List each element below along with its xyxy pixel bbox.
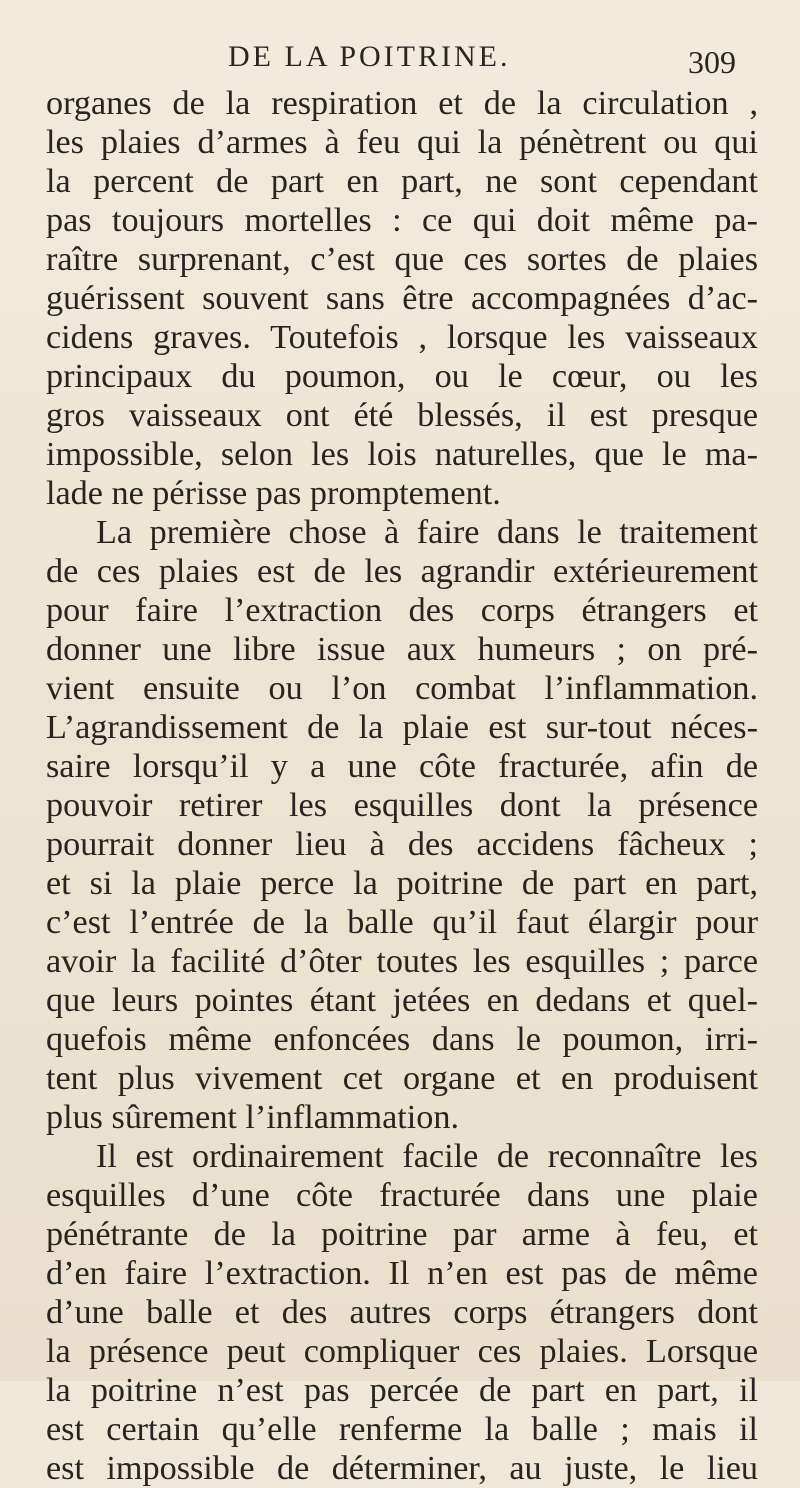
text-line: d’en faire l’extraction. Il n’en est pas de même (46, 1255, 758, 1292)
text-line: les plaies d’armes à feu qui la pénètrent ou qui (46, 124, 758, 161)
text-line: pourrait donner lieu à des accidens fâcheux ; (46, 826, 758, 863)
text-line: guérissent souvent sans être accompagnées d’ac- (46, 280, 758, 317)
text-line: pas toujours mortelles : ce qui doit même pa- (46, 202, 758, 239)
text-line: et si la plaie perce la poitrine de part en part, (46, 865, 758, 902)
text-line: est impossible de déterminer, au juste, le lieu (46, 1450, 758, 1487)
running-head: DE LA POITRINE. (228, 40, 511, 73)
text-line: la percent de part en part, ne sont cependant (46, 163, 758, 200)
page-header (46, 40, 746, 84)
text-line: quefois même enfoncées dans le poumon, irri- (46, 1021, 758, 1058)
text-line: lade ne périsse pas promptement. (46, 475, 501, 512)
text-line: Il est ordinairement facile de reconnaître les (96, 1138, 758, 1175)
text-line: c’est l’entrée de la balle qu’il faut élargir pour (46, 904, 758, 941)
text-line: impossible, selon les lois naturelles, que le ma- (46, 436, 758, 473)
text-line: principaux du poumon, ou le cœur, ou les (46, 358, 758, 395)
text-line: est certain qu’elle renferme la balle ; mais il (46, 1411, 758, 1448)
text-line: La première chose à faire dans le traitement (96, 514, 758, 551)
text-line: avoir la facilité d’ôter toutes les esquilles ; parce (46, 943, 758, 980)
text-line: saire lorsqu’il y a une côte fracturée, afin de (46, 748, 758, 785)
text-line: cidens graves. Toutefois , lorsque les vaisseaux (46, 319, 758, 356)
text-line: la poitrine n’est pas percée de part en part, il (46, 1372, 758, 1409)
page-number: 309 (688, 44, 736, 80)
body-text (46, 84, 758, 1488)
text-line: raître surprenant, c’est que ces sortes de plaies (46, 241, 758, 278)
text-line: esquilles d’une côte fracturée dans une plaie (46, 1177, 758, 1214)
text-line: organes de la respiration et de la circulation , (46, 85, 758, 122)
text-line: vient ensuite ou l’on combat l’inflammation. (46, 670, 758, 707)
text-line: pénétrante de la poitrine par arme à feu, et (46, 1216, 758, 1253)
text-line: gros vaisseaux ont été blessés, il est presque (46, 397, 758, 434)
text-line: de ces plaies est de les agrandir extérieurement (46, 553, 758, 590)
text-line: d’une balle et des autres corps étrangers dont (46, 1294, 758, 1331)
text-line: la présence peut compliquer ces plaies. Lorsque (46, 1333, 758, 1370)
text-line: L’agrandissement de la plaie est sur-tout néces- (46, 709, 758, 746)
text-line: pour faire l’extraction des corps étrangers et (46, 592, 758, 629)
text-line: plus sûrement l’inflammation. (46, 1099, 460, 1136)
text-line: pouvoir retirer les esquilles dont la présence (46, 787, 758, 824)
text-line: donner une libre issue aux humeurs ; on pré- (46, 631, 758, 668)
text-line: tent plus vivement cet organe et en produisent (46, 1060, 758, 1097)
text-line: que leurs pointes étant jetées en dedans et quel- (46, 982, 758, 1019)
